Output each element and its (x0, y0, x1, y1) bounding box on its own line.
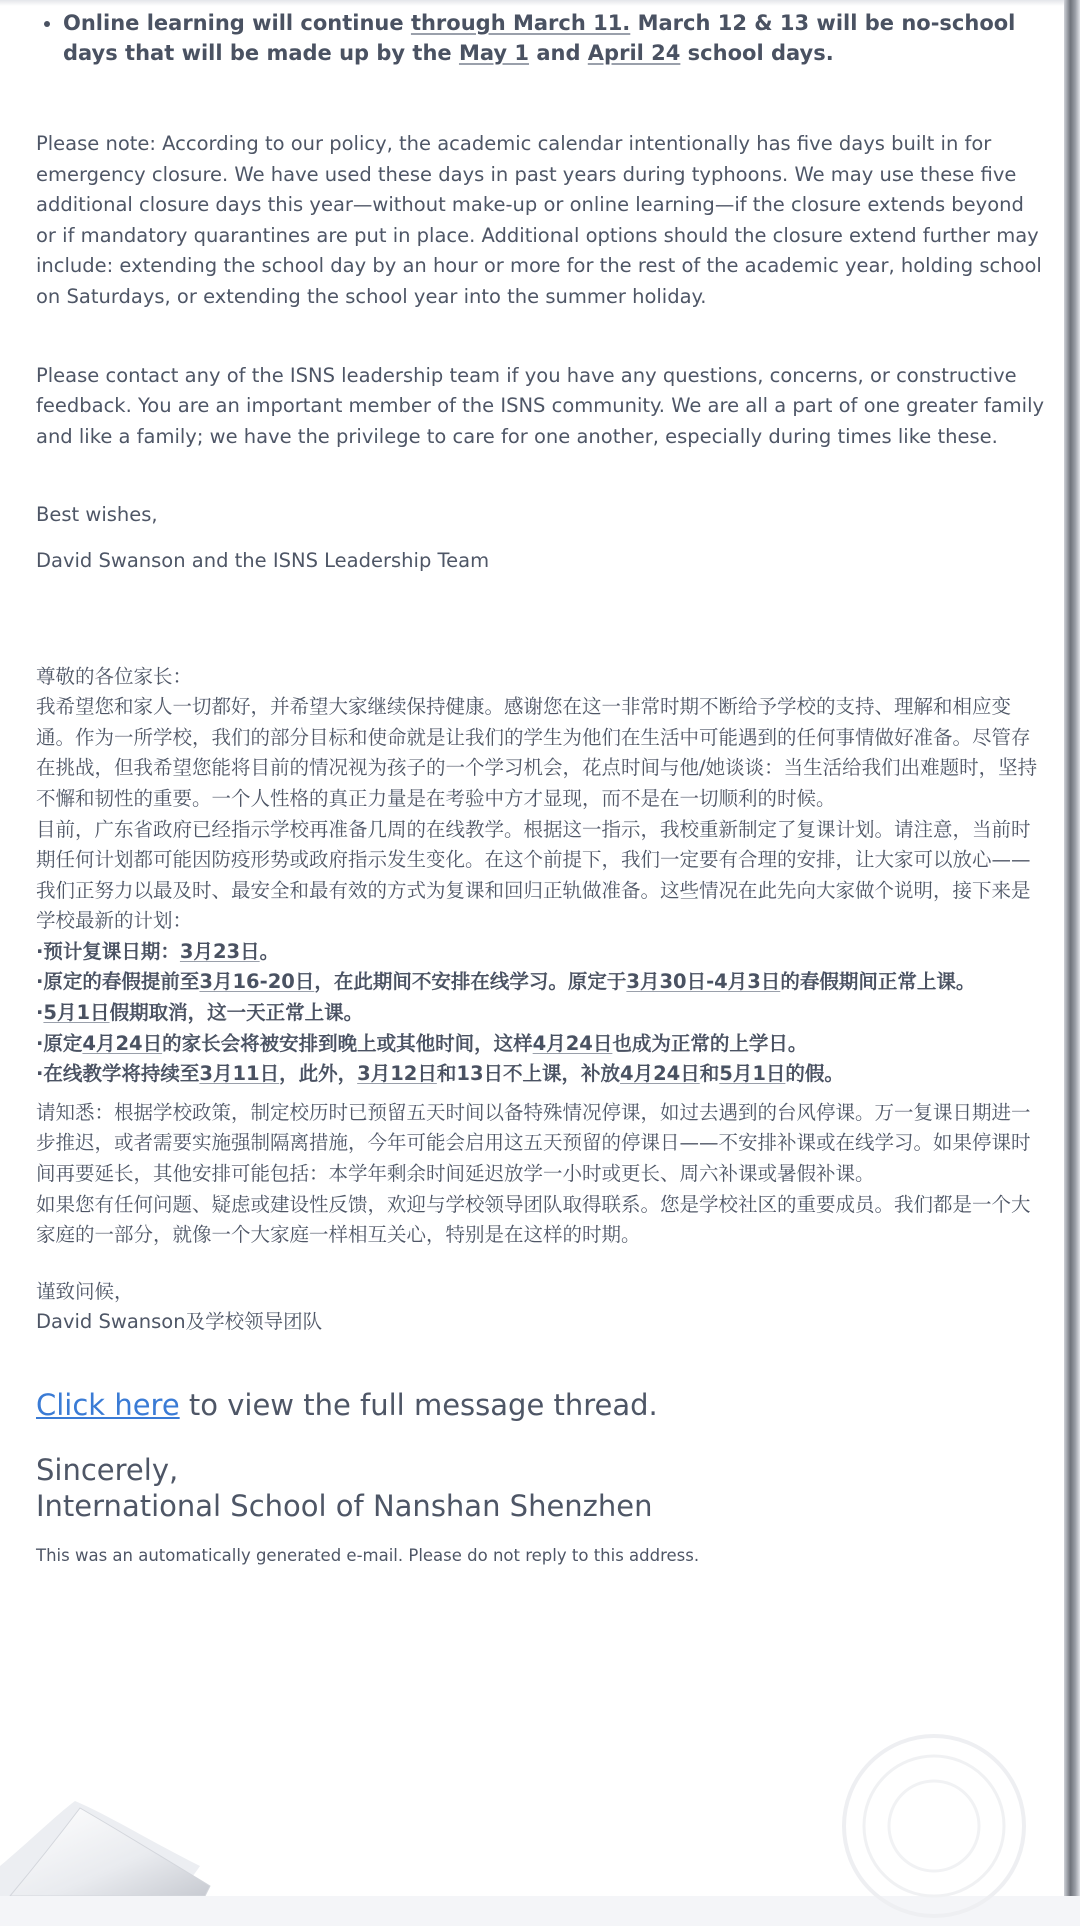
date-link[interactable]: 3月16-20日 (199, 970, 315, 994)
list-item: • Online learning will continue through March 11. March 12 & 13 will be no-school days that will be made up by the May 1 and April 24 school days. (63, 8, 1046, 68)
date-link[interactable]: 4月24日 (532, 1031, 613, 1055)
zh-paragraph-4: 如果您有任何问题、疑虑或建设性反馈，欢迎与学校领导团队取得联系。您是学校社区的重要成员。我们都是一个大家庭的一部分，就像一个大家庭一样相互关心，特别是在这样的时期。 (36, 1192, 1031, 1247)
auto-generated-note: This was an automatically generated e-mail. Please do not reply to this address. (36, 1546, 700, 1565)
zh-signature: David Swanson及学校领导团队 (36, 1310, 323, 1334)
contact-paragraph: Please contact any of the ISNS leadership team if you have any questions, concerns, or constructive feedback. You are an important member of the ISNS community. We are all a part of one greater family and like a family; we have the privilege to care for one another, especially during times like these. (36, 363, 1045, 448)
signature-en: David Swanson and the ISNS Leadership Team (36, 548, 490, 572)
date-link[interactable]: 4月24日 (620, 1062, 700, 1086)
policy-note-paragraph: Please note: According to our policy, the academic calendar intentionally has five days built in for emergency closure. We have used these days in past years during typhoons. We may use these five additional closure days this year—without make-up or online learning—if the closure extends beyond or if mandatory quarantines are put in place. Additional options should the closure extend further may include: extending the school day by an hour or more for the rest of the academic year, holding school on Saturdays, or extending the school year into the summer holiday. (36, 132, 1042, 308)
zh-paragraph-1: 我希望您和家人一切都好，并希望大家继续保持健康。感谢您在这一非常时期不断给予学校的支持、理解和相应变通。作为一所学校，我们的部分目标和使命就是让我们的学生为他们在生活中可能遇到的任何事情做好准备。尽管存在挑战，但我希望您能将目前的情况视为孩子的一个学习机会，花点时间与他/她谈谈：当生活给我们出难题时，坚持不懈和韧性的重要。一个人性格的真正力量是在考验中方才显现，而不是在一切顺利的时候。 (36, 695, 1038, 810)
date-link[interactable]: 3月23日 (179, 939, 260, 963)
date-link[interactable]: 4月24日 (82, 1031, 163, 1055)
zh-bullet-2: ·原定的春假提前至3月16-20日，在此期间不安排在线学习。原定于3月30日-4月3日的春假期间正常上课。 (36, 970, 976, 994)
window-edge (1064, 0, 1080, 1896)
zh-paragraph-2: 目前，广东省政府已经指示学校再准备几周的在线教学。根据这一指示，我校重新制定了复课计划。请注意，当前时期任何计划都可能因防疫形势或政府指示发生变化。在这个前提下，我们一定要有合理的安排，让大家可以放心——我们正努力以最及时、最安全和最有效的方式为复课和回归正轨做准备。这些情况在此先向大家做个说明，接下来是学校最新的计划： (36, 817, 1031, 933)
date-link[interactable]: 3月11日 (199, 1062, 280, 1086)
zh-bullet-1: ·预计复课日期：3月23日。 (36, 939, 280, 963)
date-link-april-24[interactable]: April 24 (587, 41, 681, 65)
date-link[interactable]: 5月1日 (43, 1001, 110, 1025)
date-link[interactable]: 5月1日 (719, 1062, 786, 1086)
sincerely: Sincerely, (36, 1453, 179, 1487)
date-link[interactable]: 3月12日 (357, 1062, 437, 1086)
click-here-link[interactable]: Click here (36, 1388, 180, 1422)
date-link-may-1[interactable]: May 1 (458, 41, 530, 65)
date-link-march-11[interactable]: through March 11. (410, 11, 631, 35)
email-body (36, 8, 1046, 1565)
zh-bullet-5: ·在线教学将持续至3月11日，此外，3月12日和13日不上课，补放4月24日和5月1日的假。 (36, 1062, 844, 1086)
zh-bullet-3: ·5月1日假期取消，这一天正常上课。 (36, 1001, 364, 1025)
best-wishes: Best wishes, (36, 503, 158, 527)
zh-closing: 谨致问候， (36, 1279, 134, 1303)
zh-paragraph-3: 请知悉：根据学校政策，制定校历时已预留五天时间以备特殊情况停课，如过去遇到的台风停课。万一复课日期进一步推迟，或者需要实施强制隔离措施，今年可能会启用这五天预留的停课日——不安排补课或在线学习。如果停课时间再要延长，其他安排可能包括：本学年剩余时间延迟放学一小时或更长、周六补课或暑假补课。 (36, 1100, 1031, 1186)
zh-greeting: 尊敬的各位家长： (36, 664, 193, 688)
page-curl-graphic (0, 1746, 220, 1896)
schedule-bullet-list (36, 8, 1046, 68)
date-link[interactable]: 3月30日-4月3日 (626, 970, 781, 994)
watermark-seal-graphic (834, 1726, 1034, 1926)
top-divider (0, 0, 1064, 6)
thread-link-line: Click here to view the full message thread. (36, 1388, 658, 1422)
zh-bullet-4: ·原定4月24日的家长会将被安排到晚上或其他时间，这样4月24日也成为正常的上学日。 (36, 1031, 808, 1055)
school-name: International School of Nanshan Shenzhen (36, 1489, 653, 1523)
